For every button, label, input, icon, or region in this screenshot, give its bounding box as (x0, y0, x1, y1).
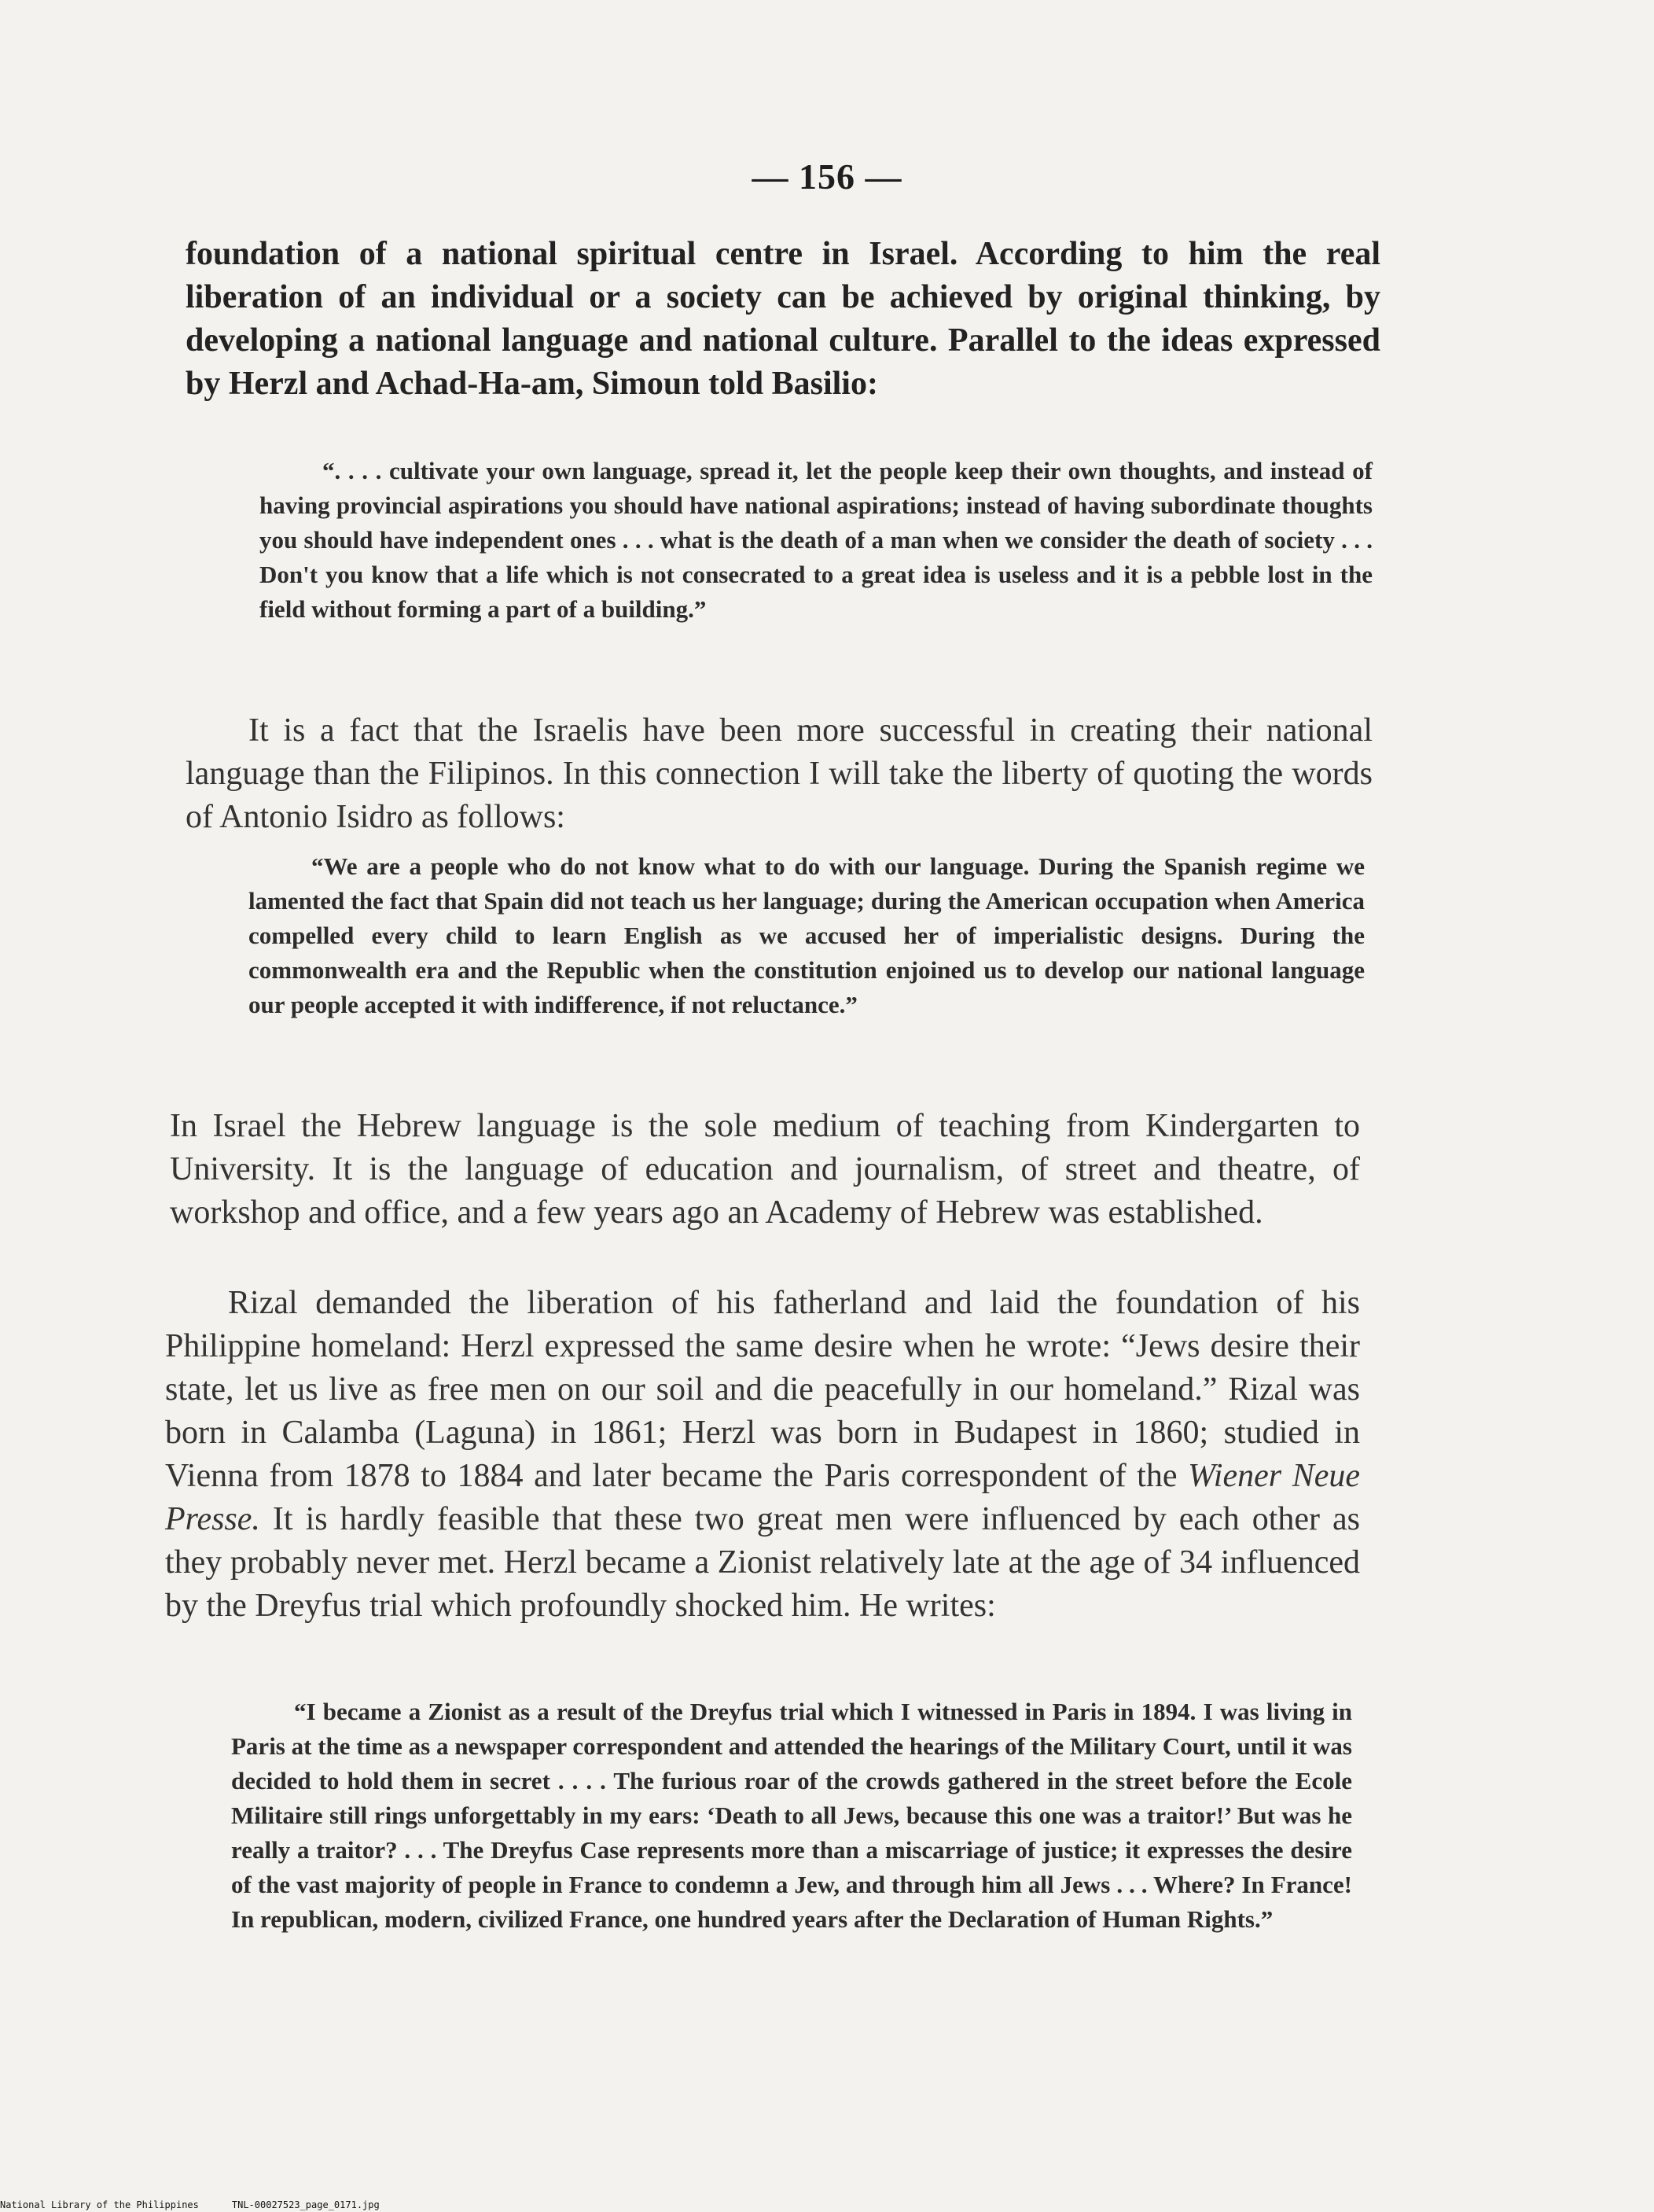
quote-herzl-dreyfus: “I became a Zionist as a result of the Dreyfus trial which I witnessed in Paris in 1894. I was living in Paris at the time as a newspaper correspondent and attended the hearings of the Military Court, until it was decided to hold them in secret . . . . The furious roar of the crowds gathered in the street before the Ecole Militaire still rings unforgettably in my ears: ‘Death to all Jews, because this one was a traitor!’ But was he really a traitor? . . . The Dreyfus Case represents more than a miscarriage of justice; it expresses the desire of the vast majority of people in France to condemn a Jew, and through him all Jews . . . Where? In France! In republican, modern, civilized France, one hundred years after the Declaration of Human Rights.” (231, 1698, 1352, 1933)
newspaper-title: Wiener Neue Presse. (165, 1458, 1361, 1537)
quote-simoun: “. . . . cultivate your own language, spread it, let the people keep their own thoughts, and instead of having provincial aspirations you should have national aspirations; instead of having subordinate thoughts you should have independent ones . . . what is the death of a man when we consider the death of society . . . Don't you know that a life which is not consecrated to a great idea is useless and it is a pebble lost in the field without forming a part of a building.” (259, 457, 1373, 623)
paragraph-national-language: It is a fact that the Israelis have been more successful in creating their national language than the Filipinos. In this connection I will take the liberty of quoting the words of Antonio Isidro as follows: (186, 712, 1373, 835)
quote-antonio-isidro: “We are a people who do not know what to do with our language. During the Spanish regime we lamented the fact that Spain did not teach us her language; during the American occupation when America compelled every child to learn English as we accused her of imperialistic designs. During the commonwealth era and the Republic when the constitution enjoined us to develop our national language our people accepted it with indifference, if not reluctance.” (248, 852, 1365, 1018)
footer-file-name: TNL-00027523_page_0171.jpg (231, 2199, 380, 2210)
page-number: — 156 — (752, 156, 902, 197)
paragraph-rizal-herzl (165, 1282, 1360, 1628)
paragraph-rizal-herzl-part1: Rizal demanded the liberation of his fatherland and laid the foundation of his Philippine homeland: Herzl expressed the same desire when he wrote: “Jews desire their state, let us live as free men on our soil and die peacefully in our homeland.” Rizal was born in Calamba (Laguna) in 1861; Herzl was born in Budapest in 1860; studied in Vienna from 1878 to 1884 and later became the Paris correspondent of the (165, 1285, 1360, 1494)
scan-footer (0, 2199, 1654, 2212)
paragraph-hebrew-language: In Israel the Hebrew language is the sole medium of teaching from Kindergarten to University. It is the language of education and journalism, of street and theatre, of workshop and office, and a few years ago an Academy of Hebrew was established. (170, 1108, 1360, 1231)
paragraph-spiritual-centre: foundation of a national spiritual centre in Israel. According to him the real liberation of an individual or a society can be achieved by original thinking, by developing a national language and national culture. Parallel to the ideas expressed by Herzl and Achad-Ha-am, Simoun told Basilio: (186, 236, 1380, 402)
paragraph-rizal-herzl-part2: It is hardly feasible that these two great men were influenced by each other as they probably never met. Herzl became a Zionist relatively late at the age of 34 influenced by the Dreyfus trial which profoundly shocked him. He writes: (165, 1501, 1360, 1624)
footer-library-name: National Library of the Philippines (0, 2199, 199, 2210)
